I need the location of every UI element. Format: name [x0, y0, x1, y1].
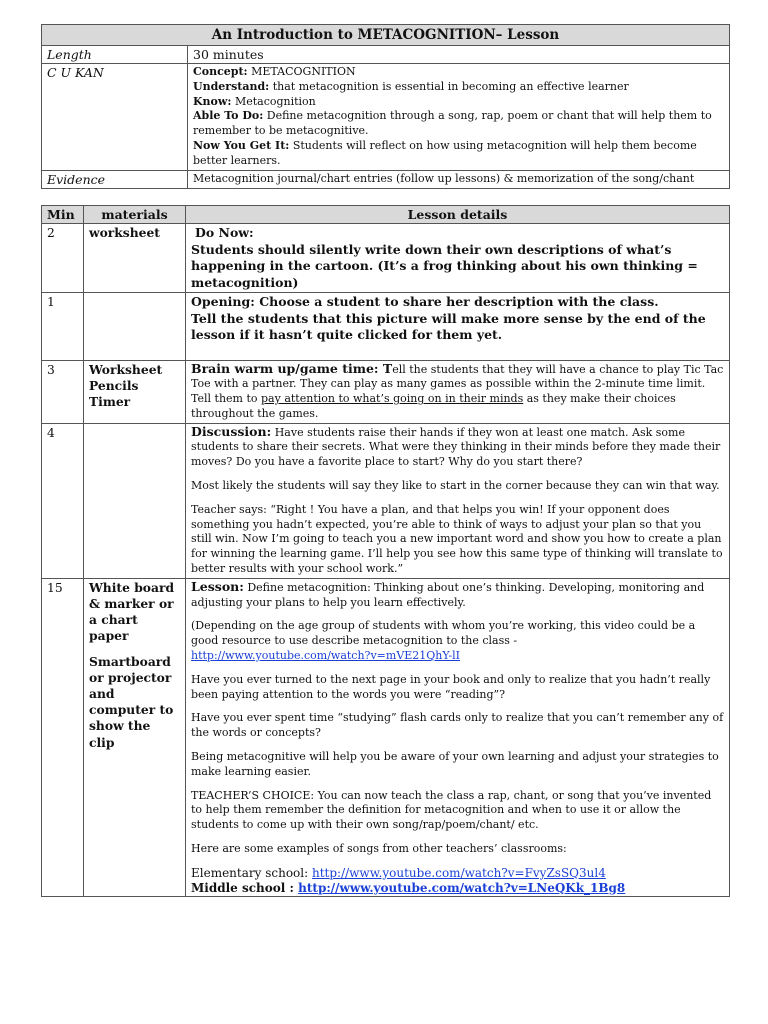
lesson-details-table — [41, 205, 730, 897]
concept-value: METACOGNITION — [251, 65, 356, 78]
material-item: Worksheet — [89, 361, 163, 377]
brain-warmup-heading: Brain warm up/game time: T — [191, 360, 393, 376]
middle-school-label: Middle school : — [191, 880, 299, 895]
opening-text-2: Tell the students that this picture will make more sense by the end of the lesson if it hasn’t quite clicked for them yet. — [191, 310, 706, 342]
lesson-text-5: Being metacognitive will help you be aware of your own learning and adjust your strategies to make learning easier. — [191, 750, 719, 778]
row-materials — [84, 423, 186, 578]
row-details — [186, 578, 730, 897]
able-label: Able To Do: — [193, 109, 264, 123]
row-details — [186, 360, 730, 423]
discussion-heading: Discussion: — [191, 423, 272, 439]
elementary-label: Elementary school: — [191, 865, 312, 880]
length-value: 30 minutes — [188, 46, 730, 64]
evidence-label: Evidence — [42, 170, 188, 188]
discussion-text-2: Most likely the students will say they like to start in the corner because they can win that way. — [191, 479, 720, 493]
do-now-heading: Do Now: — [195, 225, 254, 240]
discussion-text-3: Teacher says: “Right ! You have a plan, and that helps you win! If your opponent does something you hadn’t expected, you’re able to think of ways to adjust your plan so that you still win. Now I’m going to teach you a new important word and show you how to create a plan for winning the learning game. I’ll help you see how this same type of thinking will translate to better results with your school work.” — [191, 502, 723, 576]
row-details — [186, 423, 730, 578]
table-row — [42, 224, 730, 293]
table-row — [42, 423, 730, 578]
column-header-materials: materials — [84, 206, 186, 224]
lesson-text-7: Here are some examples of songs from other teachers’ classrooms: — [191, 842, 567, 856]
evidence-value: Metacognition journal/chart entries (follow up lessons) & memorization of the song/chant — [188, 170, 730, 188]
row-materials: worksheet — [84, 224, 186, 293]
material-item: Smartboard or projector and computer to show the clip — [89, 653, 174, 750]
table-row — [42, 578, 730, 897]
discussion-text: Have students raise their hands if they won at least one match. Ask some students to share their secrets. What were they thinking in their minds before they made their moves? Do you have a favorite place to start? Why do you start there? — [191, 425, 721, 469]
table-row — [42, 293, 730, 361]
brain-warmup-underlined: pay attention to what’s going on in their minds — [261, 392, 524, 406]
lesson-text-2: (Depending on the age group of students with whom you’re working, this video could be a good resource to use describe metacognition to the class - — [191, 619, 696, 648]
nowyou-value: Students will reflect on how using metacognition will help them become better learners. — [193, 138, 697, 167]
middle-school-link[interactable]: http://www.youtube.com/watch?v=LNeQKk_1Bg8 — [298, 880, 626, 895]
row-materials — [84, 578, 186, 897]
row-materials — [84, 360, 186, 423]
length-label: Length — [42, 46, 188, 64]
know-value: Metacognition — [234, 94, 316, 108]
row-min: 1 — [42, 293, 84, 361]
lesson-text-3: Have you ever turned to the next page in your book and only to realize that you hadn’t really been paying attention to the words you were “reading”? — [191, 672, 711, 701]
row-details — [186, 224, 730, 293]
lesson-overview-table — [41, 24, 730, 189]
row-details — [186, 293, 730, 361]
material-item: Timer — [89, 393, 131, 409]
column-header-min: Min — [42, 206, 84, 224]
table-row — [42, 360, 730, 423]
row-min: 4 — [42, 423, 84, 578]
lesson-heading: Lesson: — [191, 578, 244, 594]
document-title: An Introduction to METACOGNITION– Lesson — [42, 25, 730, 46]
lesson-text-6: TEACHER’S CHOICE: You can now teach the class a rap, chant, or song that you’ve invented to help them remember the definition for metacognition and when to use it or allow the students to come up with their own song/rap/poem/chant/ etc. — [191, 788, 712, 832]
lesson-text: Define metacognition: Thinking about one’s thinking. Developing, monitoring and adjusting your plans to help you learn effectively. — [191, 580, 705, 609]
row-min: 3 — [42, 360, 84, 423]
nowyou-label: Now You Get It: — [193, 138, 290, 152]
do-now-text: Students should silently write down their own descriptions of what’s happening in the cartoon. (It’s a frog thinking about his own thinking = metacognition) — [191, 241, 698, 290]
row-min: 15 — [42, 578, 84, 897]
understand-value: that metacognition is essential in becoming an effective learner — [272, 79, 629, 93]
brain-warmup-text: ell the students that they will have a chance to play Tic Tac Toe with a partner. They can play as many games as possible within the 2-minute time limit. Tell them to — [191, 362, 724, 406]
elementary-link[interactable]: http://www.youtube.com/watch?v=FvyZsSQ3ul4 — [311, 865, 606, 880]
opening-heading: Opening: — [191, 294, 255, 309]
material-item: White board & marker or a chart paper — [89, 579, 175, 644]
able-value: Define metacognition through a song, rap, poem or chant that will help them to remember to be metacognitive. — [193, 109, 712, 138]
concept-label: Concept: — [193, 65, 248, 78]
video-link[interactable]: http://www.youtube.com/watch?v=mVE21QhY-lI — [191, 649, 461, 663]
cukan-details — [188, 64, 730, 171]
opening-text: Choose a student to share her description with the class. — [254, 294, 659, 309]
brain-warmup-text-2: as they make their choices throughout the games. — [191, 392, 676, 420]
understand-label: Understand: — [193, 79, 270, 93]
row-min: 2 — [42, 224, 84, 293]
material-item: Pencils — [89, 377, 139, 393]
know-label: Know: — [193, 94, 232, 108]
column-header-details: Lesson details — [186, 206, 730, 224]
lesson-text-4: Have you ever spent time “studying” flash cards only to realize that you can’t remember any of the words or concepts? — [191, 711, 724, 740]
row-materials — [84, 293, 186, 361]
cukan-label: C U KAN — [42, 64, 188, 171]
